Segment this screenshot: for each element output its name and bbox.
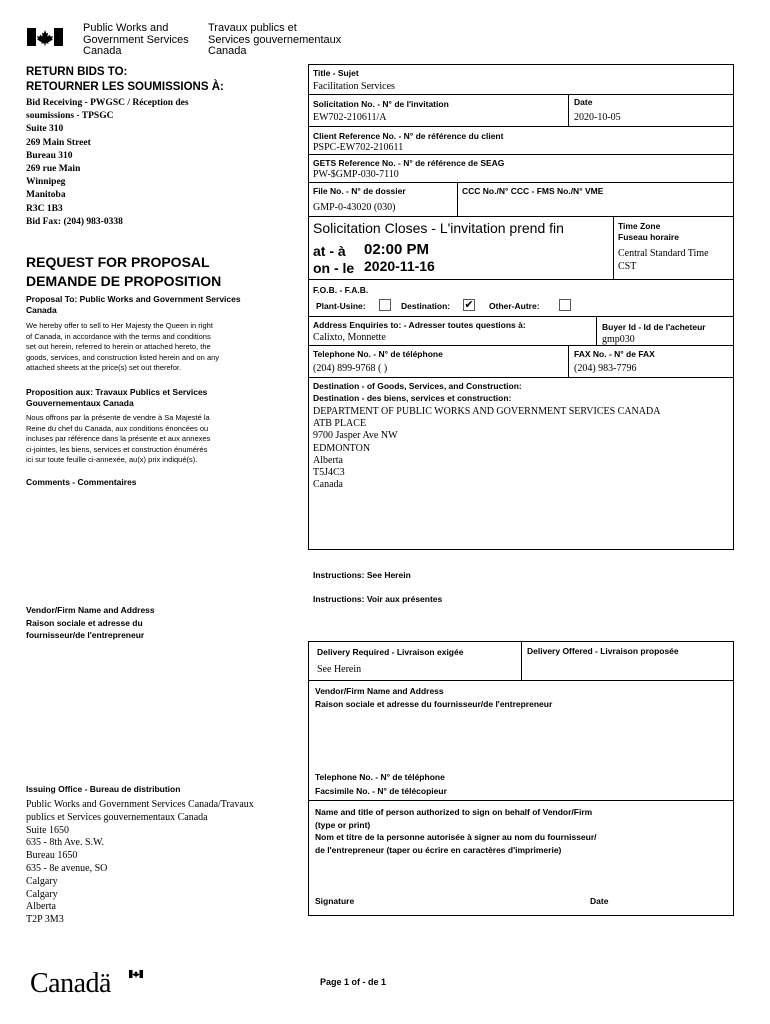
file-no-value: GMP-0-43020 (030) bbox=[313, 202, 396, 213]
destination-label: Destination: bbox=[401, 301, 451, 311]
delivery-required-label: Delivery Required - Livraison exigée bbox=[317, 647, 464, 657]
delivery-offered-field[interactable] bbox=[523, 660, 732, 678]
vendor-telephone-label: Telephone No. - N° de téléphone bbox=[315, 772, 445, 782]
client-ref-label: Client Reference No. - N° de référence du client bbox=[313, 131, 504, 141]
delivery-required-value: See Herein bbox=[317, 664, 362, 675]
instructions-fr: Instructions: Voir aux présentes bbox=[313, 594, 443, 604]
other-autre-checkbox[interactable] bbox=[559, 299, 571, 311]
gets-ref-label: GETS Reference No. - N° de référence de SEAG bbox=[313, 158, 505, 168]
vendor-firm-label-left: Vendor/Firm Name and Address Raison sociale et adresse du fournisseur/de l'entrepreneur bbox=[26, 605, 155, 640]
destination-goods-label-fr: Destination - des biens, services et construction: bbox=[313, 393, 512, 403]
telephone-label: Telephone No. - N° de téléphone bbox=[313, 349, 443, 359]
authorized-person-label: Name and title of person authorized to sign on behalf of Vendor/Firm (type or print) Nom et titre de la personne autorisée à signer au nom du fournisseur/ de l'entrepreneur (taper ou écrire en caractères d'imprimerie) bbox=[315, 807, 597, 855]
authorized-person-field[interactable] bbox=[313, 860, 729, 890]
plant-usine-checkbox[interactable] bbox=[379, 299, 391, 311]
address-enquiries-label: Address Enquiries to: - Adresser toutes questions à: bbox=[313, 320, 526, 330]
client-ref-value: PSPC-EW702-210611 bbox=[313, 142, 404, 153]
canada-flag-icon bbox=[27, 28, 63, 46]
vendor-firm-field[interactable] bbox=[313, 712, 729, 768]
destination-goods-label-en: Destination - of Goods, Services, and Construction: bbox=[313, 381, 522, 391]
department-name-en: Public Works and Government Services Canada bbox=[83, 22, 189, 57]
closing-on-label: on - le bbox=[313, 260, 355, 276]
closing-time-value: 02:00 PM bbox=[364, 241, 430, 258]
page-number: Page 1 of - de 1 bbox=[320, 977, 387, 987]
fob-label: F.O.B. - F.A.B. bbox=[313, 285, 369, 295]
proposal-body-en: We hereby offer to sell to Her Majesty the Queen in right of Canada, in accordance with the terms and conditions set out herein, referred to herein or attached hereto, the goods, services, and construction listed herein and on any attached sheets at the price(s) set out therefor. bbox=[26, 321, 220, 372]
telephone-value: (204) 899-9768 ( ) bbox=[313, 363, 388, 374]
file-no-label: File No. - N° de dossier bbox=[313, 186, 406, 196]
time-zone-label-2: Fuseau horaire bbox=[618, 232, 679, 242]
title-value: Facilitation Services bbox=[313, 81, 395, 92]
time-zone-label-1: Time Zone bbox=[618, 221, 661, 231]
instructions-en: Instructions: See Herein bbox=[313, 570, 411, 580]
buyer-id-value: gmp030 bbox=[602, 334, 635, 345]
proposal-to-fr: Proposition aux: Travaux Publics et Services Gouvernementaux Canada bbox=[26, 387, 208, 408]
solicitation-no-value: EW702-210611/A bbox=[313, 112, 387, 123]
destination-address: DEPARTMENT OF PUBLIC WORKS AND GOVERNMENT SERVICES CANADA ATB PLACE 9700 Jasper Ave NW EDMONTON Alberta T5J4C3 Canada bbox=[313, 406, 661, 491]
canada-wordmark: Canadä bbox=[30, 968, 111, 1000]
comments-label: Comments - Commentaires bbox=[26, 477, 137, 487]
closing-date-value: 2020-11-16 bbox=[364, 258, 435, 274]
rfp-title-en: REQUEST FOR PROPOSAL bbox=[26, 254, 210, 270]
closing-at-label: at - à bbox=[313, 243, 346, 259]
rfp-title-fr: DEMANDE DE PROPOSITION bbox=[26, 273, 222, 289]
ccc-no-label: CCC No./N° CCC - FMS No./N° VME bbox=[462, 186, 604, 196]
return-bids-address: Bid Receiving - PWGSC / Réception des soumissions - TPSGC Suite 310 269 Main Street Bureau 310 269 rue Main Winnipeg Manitoba R3C 1B3 Bid Fax: (204) 983-0338 bbox=[26, 98, 189, 227]
time-zone-value-1: Central Standard Time bbox=[618, 248, 709, 259]
solicitation-no-label: Solicitation No. - N° de l'invitation bbox=[313, 99, 449, 109]
title-label: Title - Sujet bbox=[313, 68, 359, 78]
issuing-office-address: Public Works and Government Services Canada/Travaux publics et Services gouvernementaux Canada Suite 1650 635 - 8th Ave. S.W. Bureau 1650 635 - 8e avenue, SO Calgary Calgary Alberta T2P 3M3 bbox=[26, 799, 254, 926]
issuing-office-label: Issuing Office - Bureau de distribution bbox=[26, 784, 181, 794]
gets-ref-value: PW-$GMP-030-7110 bbox=[313, 169, 399, 180]
vendor-firm-label: Vendor/Firm Name and Address bbox=[315, 686, 444, 696]
address-enquiries-value: Calixto, Monnette bbox=[313, 332, 386, 343]
time-zone-value-2: CST bbox=[618, 261, 637, 272]
solicitation-closes-label: Solicitation Closes - L'invitation prend fin bbox=[313, 220, 564, 236]
delivery-offered-label: Delivery Offered - Livraison proposée bbox=[527, 646, 679, 656]
department-name-fr: Travaux publics et Services gouvernementaux Canada bbox=[208, 22, 342, 57]
other-autre-label: Other-Autre: bbox=[489, 301, 540, 311]
destination-checkbox[interactable]: ✔ bbox=[464, 299, 474, 311]
proposal-body-fr: Nous offrons par la présente de vendre à Sa Majesté la Reine du chef du Canada, aux conditions énoncées ou incluses par référence dans la présente et aux annexes ci-jointes, les biens, services et construction énumérés ici sur toute feuille ci-annexée, au(x) prix indiqué(s). bbox=[26, 413, 211, 464]
buyer-id-label: Buyer Id - Id de l'acheteur bbox=[602, 322, 706, 332]
proposal-to-en: Proposal To: Public Works and Government Services Canada bbox=[26, 294, 241, 315]
date-label: Date bbox=[574, 97, 593, 107]
date-value: 2020-10-05 bbox=[574, 112, 621, 123]
plant-usine-label: Plant-Usine: bbox=[316, 301, 366, 311]
wordmark-flag-icon bbox=[129, 970, 143, 978]
vendor-facsimile-label: Facsimile No. - N° de télécopieur bbox=[315, 786, 447, 796]
return-bids-title-en: RETURN BIDS TO: bbox=[26, 66, 128, 78]
signature-label: Signature bbox=[315, 896, 355, 906]
fax-value: (204) 983-7796 bbox=[574, 363, 637, 374]
fax-label: FAX No. - N° de FAX bbox=[574, 349, 655, 359]
signature-date-label: Date bbox=[590, 896, 609, 906]
return-bids-title-fr: RETOURNER LES SOUMISSIONS À: bbox=[26, 81, 224, 93]
vendor-firm-label-fr: Raison sociale et adresse du fournisseur/de l'entrepreneur bbox=[315, 699, 553, 709]
